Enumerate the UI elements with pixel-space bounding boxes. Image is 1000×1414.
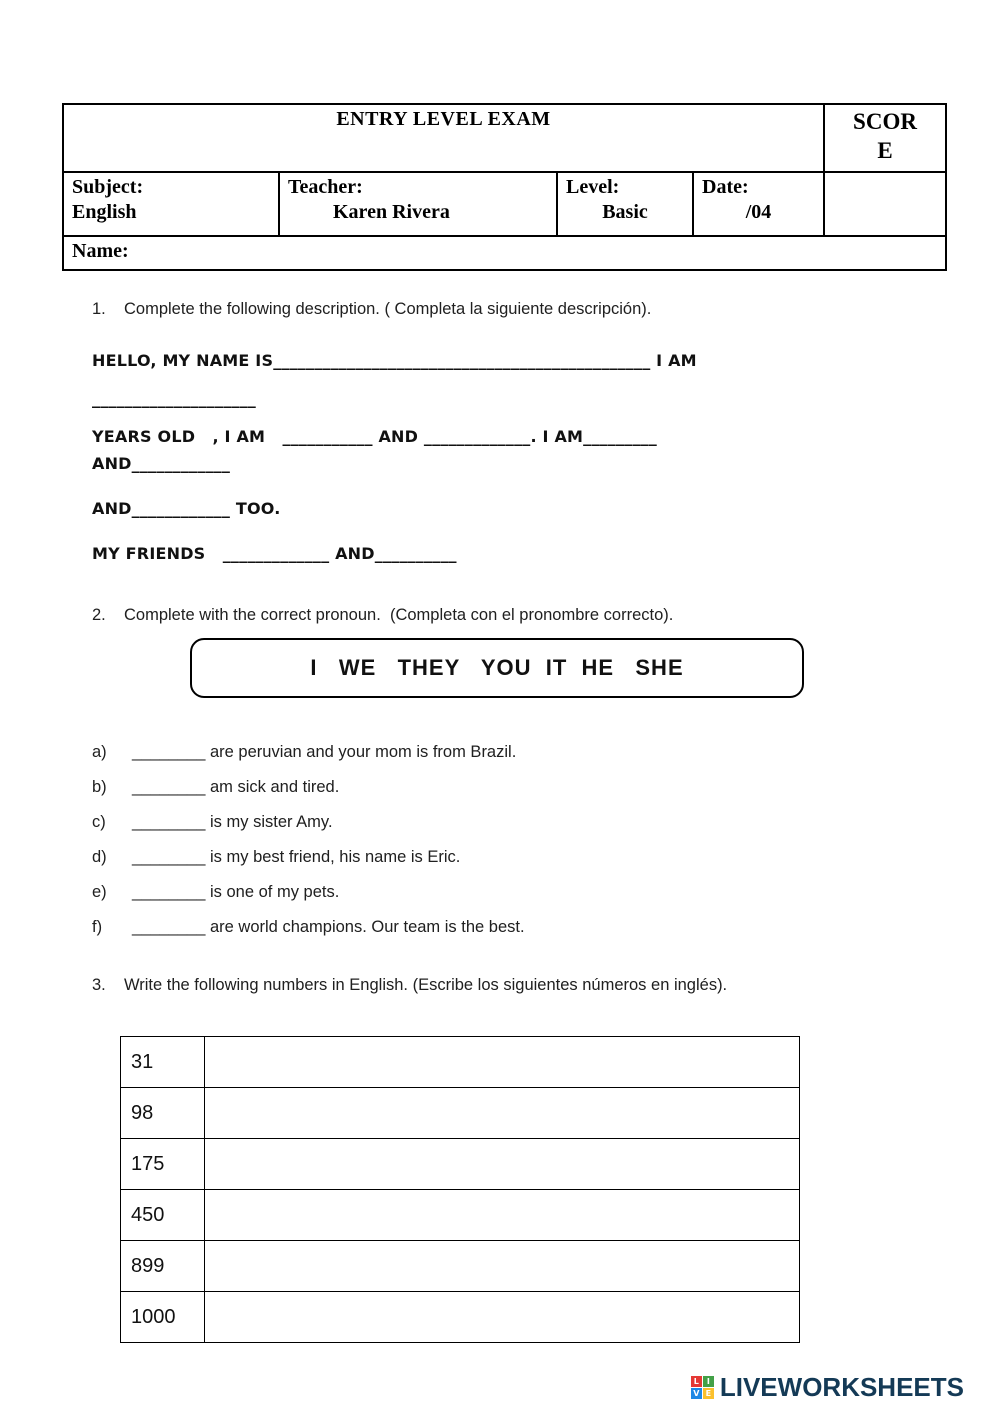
description-line: MY FRIENDS _____________ AND__________: [92, 544, 457, 563]
item-text: ________ is my best friend, his name is Eric.: [132, 848, 461, 866]
score-label: SCORE: [853, 109, 917, 163]
table-row: [121, 1292, 800, 1343]
pronoun-item: [92, 742, 525, 762]
table-row: [121, 1190, 800, 1241]
item-text: ________ is my sister Amy.: [132, 813, 333, 831]
description-line: HELLO, MY NAME IS______________________________________________ I AM: [92, 351, 697, 370]
section2-number: 2.: [92, 606, 106, 624]
description-line: AND____________ TOO.: [92, 499, 281, 518]
item-text: ________ am sick and tired.: [132, 778, 340, 796]
numbers-table: [120, 1036, 800, 1343]
liveworksheets-logo-icon: L I V E: [691, 1376, 714, 1399]
item-letter: e): [92, 883, 107, 901]
name-label: Name:: [72, 240, 129, 262]
liveworksheets-wordmark[interactable]: LIVEWORKSHEETS: [719, 1372, 964, 1402]
pronoun-item: [92, 812, 525, 832]
pronoun-item: [92, 882, 525, 902]
number-label: 175: [121, 1139, 205, 1190]
item-text: ________ are world champions. Our team is the best.: [132, 918, 525, 936]
score-empty-cell: [824, 172, 946, 236]
pronoun-item: [92, 777, 525, 797]
level-label: Level:: [566, 176, 620, 198]
number-label: 899: [121, 1241, 205, 1292]
date-cell: [693, 172, 824, 236]
teacher-label: Teacher:: [288, 176, 363, 198]
item-text: ________ is one of my pets.: [132, 883, 340, 901]
answer-cell[interactable]: [205, 1037, 800, 1088]
section3-number: 3.: [92, 976, 106, 994]
score-cell: [824, 104, 946, 172]
level-value: Basic: [602, 201, 648, 223]
item-letter: d): [92, 848, 107, 866]
liveworksheets-footer: [691, 1372, 964, 1403]
answer-cell[interactable]: [205, 1139, 800, 1190]
number-label: 98: [121, 1088, 205, 1139]
table-row: [121, 1037, 800, 1088]
pronoun-item: [92, 847, 525, 867]
section2-prompt: [92, 606, 673, 625]
pronoun-item: [92, 917, 525, 937]
item-letter: f): [92, 918, 103, 936]
description-line: AND____________: [92, 454, 231, 473]
number-label: 450: [121, 1190, 205, 1241]
exam-title-cell: [63, 104, 824, 172]
description-line: ____________________: [92, 389, 256, 408]
exam-title: ENTRY LEVEL EXAM: [336, 108, 551, 130]
section2-prompt-text: Complete with the correct pronoun. (Completa con el pronombre correcto).: [124, 606, 674, 624]
number-label: 31: [121, 1037, 205, 1088]
date-value: /04: [745, 201, 772, 223]
number-label: 1000: [121, 1292, 205, 1343]
section3-prompt-text: Write the following numbers in English. (Escribe los siguientes números en inglés).: [124, 976, 728, 994]
answer-cell[interactable]: [205, 1088, 800, 1139]
answer-cell[interactable]: [205, 1292, 800, 1343]
item-letter: c): [92, 813, 106, 831]
subject-cell: [63, 172, 279, 236]
subject-value: English: [72, 201, 137, 223]
teacher-cell: [279, 172, 557, 236]
item-text: ________ are peruvian and your mom is from Brazil.: [132, 743, 517, 761]
table-row: [121, 1241, 800, 1292]
item-letter: b): [92, 778, 107, 796]
item-letter: a): [92, 743, 107, 761]
table-row: [121, 1088, 800, 1139]
section1-prompt-text: Complete the following description. ( Completa la siguiente descripción).: [124, 300, 652, 318]
pronoun-word-bank-text: I WE THEY YOU IT HE SHE: [310, 655, 684, 680]
section1-number: 1.: [92, 300, 106, 318]
level-cell: [557, 172, 693, 236]
name-cell: [63, 236, 946, 270]
answer-cell[interactable]: [205, 1241, 800, 1292]
date-label: Date:: [702, 176, 749, 198]
answer-cell[interactable]: [205, 1190, 800, 1241]
pronoun-word-bank: [190, 638, 804, 698]
section1-prompt: [92, 300, 651, 319]
description-line: YEARS OLD , I AM ___________ AND _____________. I AM_________: [92, 427, 657, 446]
teacher-value: Karen Rivera: [333, 201, 450, 223]
header-table: [62, 103, 947, 271]
table-row: [121, 1139, 800, 1190]
section3-prompt: [92, 976, 727, 995]
pronoun-items: [92, 742, 525, 952]
description-block: [92, 350, 922, 565]
subject-label: Subject:: [72, 176, 144, 198]
